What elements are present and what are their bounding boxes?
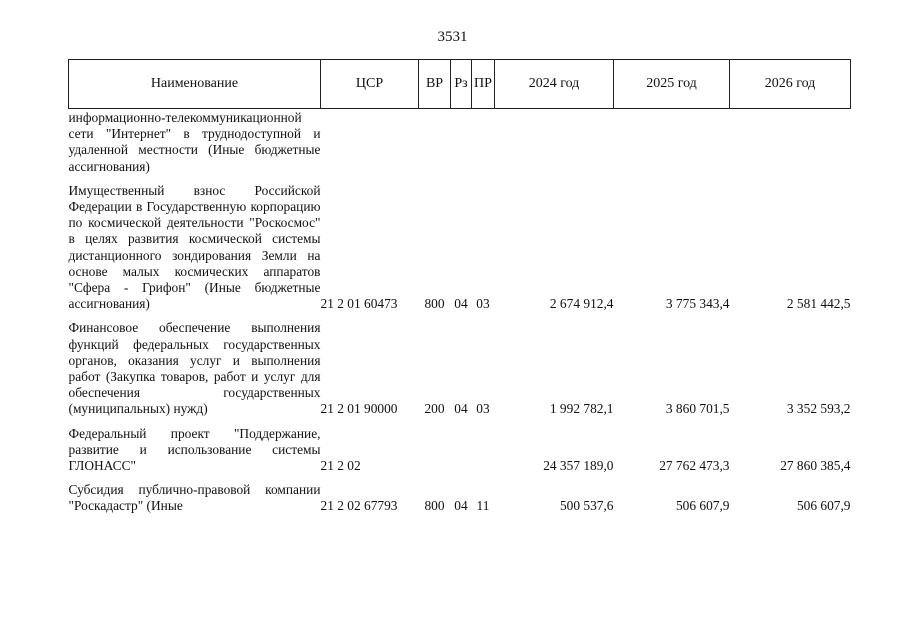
- row-2026: [730, 109, 851, 183]
- budget-table: [68, 59, 851, 515]
- row-vr: 200: [424, 401, 445, 417]
- table-row: [69, 426, 851, 483]
- row-rz: [451, 109, 472, 183]
- header-2026: 2026 год: [730, 60, 851, 109]
- row-csr: 21 2 01 60473: [320, 296, 398, 312]
- table-header-row: [69, 60, 851, 109]
- row-pr: 03: [476, 401, 490, 417]
- row-csr: [321, 109, 419, 183]
- row-2025: [614, 109, 730, 183]
- header-vr: ВР: [419, 60, 451, 109]
- table-row: [69, 109, 851, 183]
- header-2024: 2024 год: [495, 60, 614, 109]
- row-2026: 3 352 593,2: [786, 401, 851, 417]
- row-rz: 04: [454, 296, 468, 312]
- row-pr: [472, 426, 495, 483]
- row-2026: 2 581 442,5: [786, 296, 851, 312]
- row-2024: 1 992 782,1: [549, 401, 614, 417]
- table-row: [69, 320, 851, 425]
- row-2024: [495, 109, 614, 183]
- row-pr: [472, 109, 495, 183]
- row-vr: 800: [424, 296, 445, 312]
- row-2026: 27 860 385,4: [780, 458, 851, 474]
- row-2024: 2 674 912,4: [549, 296, 614, 312]
- header-csr: ЦСР: [321, 60, 419, 109]
- row-2024: 24 357 189,0: [543, 458, 614, 474]
- row-csr: 21 2 02: [320, 458, 361, 474]
- header-rz: Рз: [451, 60, 472, 109]
- row-pr: 11: [476, 498, 490, 514]
- table-row: [69, 183, 851, 321]
- row-name: Федеральный проект "Поддержание, развитие и использование системы ГЛОНАСС": [68, 425, 321, 474]
- row-name: Финансовое обеспечение выполнения функций федеральных государственных органов, оказания услуг и выполнения работ (Закупка товаров, работ и услуг для обеспечения государственных (муниципальных) нужд): [68, 320, 321, 417]
- header-pr: ПР: [472, 60, 495, 109]
- page-number: 3531: [437, 29, 468, 45]
- table-row: [69, 482, 851, 514]
- row-csr: 21 2 01 90000: [320, 401, 398, 417]
- row-2025: 3 860 701,5: [665, 401, 730, 417]
- row-rz: 04: [454, 401, 468, 417]
- row-name: Субсидия публично-правовой компании "Роскадастр" (Иные: [68, 482, 321, 514]
- header-2025: 2025 год: [614, 60, 730, 109]
- row-pr: 03: [476, 296, 490, 312]
- row-2026: 506 607,9: [796, 498, 851, 514]
- row-vr: [419, 426, 451, 483]
- row-name: информационно-телекоммуникационной сети "Интернет" в труднодоступной и удаленной местности (Иные бюджетные ассигнования): [68, 110, 321, 174]
- row-2025: 3 775 343,4: [665, 296, 730, 312]
- row-2025: 506 607,9: [675, 498, 730, 514]
- row-2024: 500 537,6: [559, 498, 614, 514]
- row-vr: [419, 109, 451, 183]
- row-rz: [451, 426, 472, 483]
- row-vr: 800: [424, 498, 445, 514]
- header-name: Наименование: [69, 60, 321, 109]
- row-2025: 27 762 473,3: [659, 458, 730, 474]
- row-csr: 21 2 02 67793: [320, 498, 398, 514]
- row-name: Имущественный взнос Российской Федерации в Государственную корпорацию по космической деятельности "Роскосмос" в целях развития космической системы дистанционного зондирования Земли на основе малых космических аппаратов "Сфера - Грифон" (Иные бюджетные ассигнования): [68, 182, 321, 312]
- row-rz: 04: [454, 498, 468, 514]
